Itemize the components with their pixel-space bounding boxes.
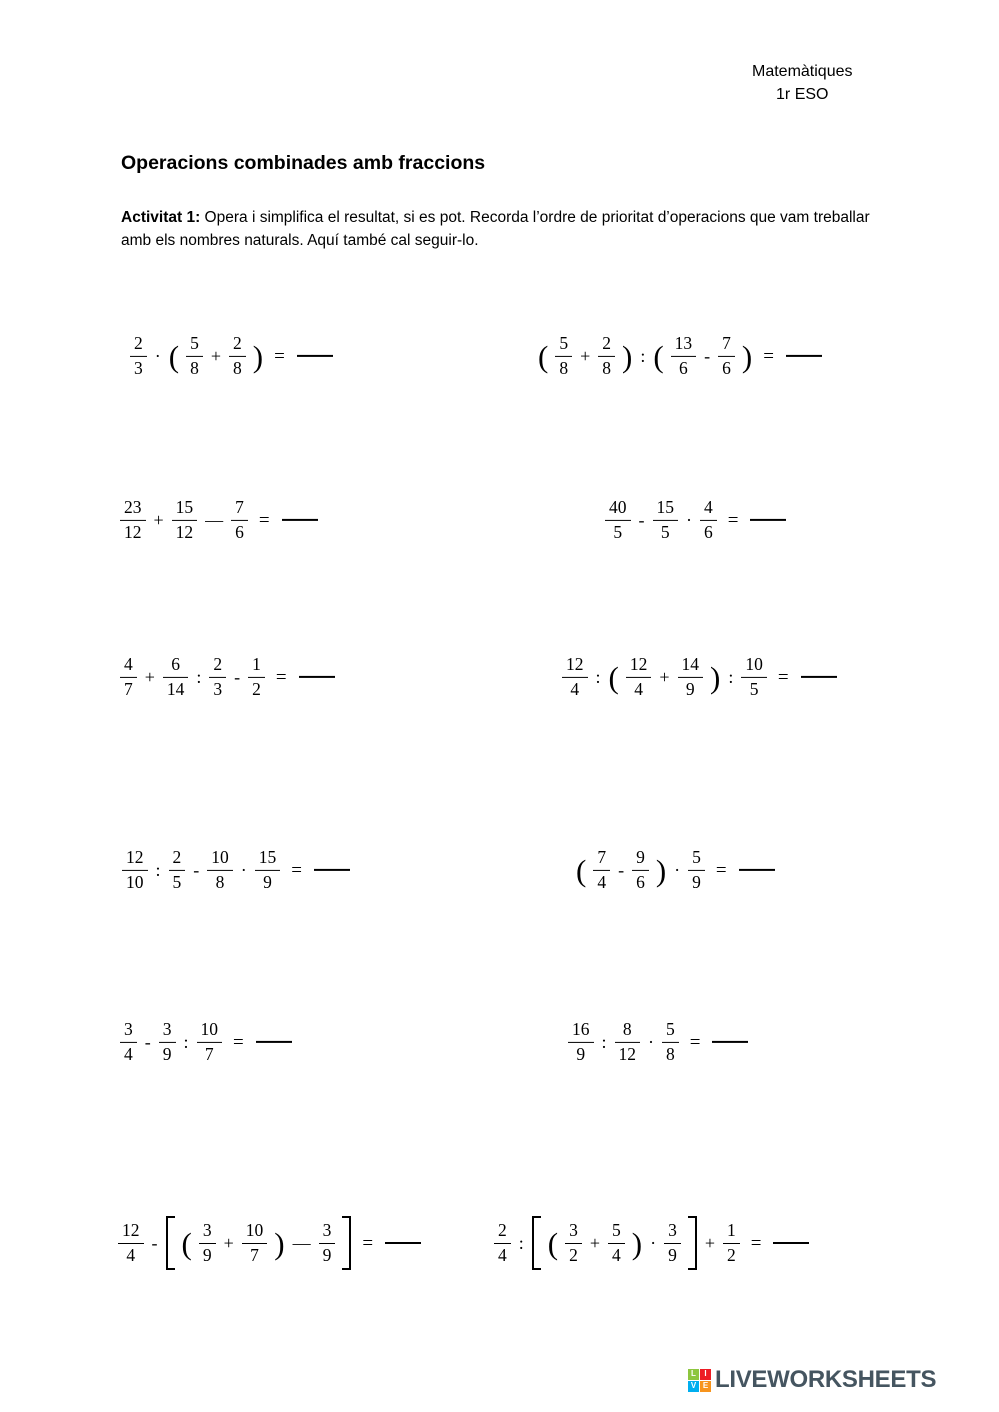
fraction: [255, 848, 281, 892]
denominator: 6: [231, 520, 248, 543]
exercise-expression: [120, 1020, 292, 1064]
denominator: 12: [120, 520, 146, 543]
denominator: 7: [197, 1042, 223, 1065]
operator-minus: -: [618, 860, 625, 880]
fraction: [568, 1020, 594, 1064]
equals-sign: =: [750, 1232, 762, 1254]
denominator: 10: [122, 870, 148, 893]
denominator: 9: [255, 870, 281, 893]
fraction: [565, 1221, 582, 1265]
numerator: 2: [134, 332, 143, 353]
denominator: 12: [615, 1042, 641, 1065]
fraction: [186, 334, 203, 378]
logo-letter-l: L: [688, 1369, 699, 1380]
course-name: Matemàtiques: [752, 63, 853, 80]
operator-plus: +: [580, 346, 591, 366]
fraction: [615, 1020, 641, 1064]
numerator: 15: [258, 846, 277, 867]
fraction: [741, 655, 767, 699]
operator-minus: -: [638, 510, 645, 530]
numerator: 2: [498, 1219, 507, 1240]
numerator: 5: [559, 332, 569, 353]
open-paren: (: [547, 1225, 559, 1261]
fraction: [593, 848, 610, 892]
equals-sign: =: [291, 859, 302, 881]
operator-plus: +: [144, 667, 155, 687]
operator-times: ·: [648, 1032, 655, 1052]
course-level: 1r ESO: [776, 86, 829, 103]
close-bracket: [342, 1216, 351, 1270]
numerator: 8: [622, 1018, 632, 1039]
operator-times: ·: [674, 860, 681, 880]
denominator: 2: [723, 1243, 740, 1266]
numerator: 10: [745, 653, 763, 674]
answer-blank[interactable]: [786, 355, 822, 357]
numerator: 1: [252, 653, 261, 674]
exercise-expression: [538, 334, 822, 378]
denominator: 2: [565, 1243, 582, 1266]
exercise-expression: [130, 334, 333, 378]
equals-sign: =: [689, 1031, 701, 1053]
denominator: 4: [118, 1243, 144, 1266]
activity-text: Opera i simplifica el resultat, si es pot. Recorda l’ordre de prioritat d’operacions que vam treballar amb els nombres naturals. Aquí també cal seguir-lo.: [121, 209, 870, 249]
fraction: [319, 1221, 336, 1265]
fraction: [598, 334, 615, 378]
denominator: 2: [248, 677, 265, 700]
exercise-expression: [118, 1216, 421, 1270]
denominator: 9: [678, 677, 704, 700]
numerator: 3: [322, 1219, 332, 1240]
operator-minus: —: [205, 510, 224, 530]
equals-sign: =: [258, 509, 270, 531]
fraction: [723, 1221, 740, 1265]
fraction: [130, 334, 147, 378]
open-bracket: [532, 1216, 541, 1270]
fraction: [120, 1020, 137, 1064]
operator-plus: +: [704, 1233, 715, 1253]
exercise-expression: [576, 848, 775, 892]
exercise-expression: [122, 848, 350, 892]
page-title: Operacions combinades amb fraccions: [121, 152, 486, 174]
numerator: 12: [126, 846, 144, 867]
equals-sign: =: [274, 345, 285, 367]
numerator: 3: [202, 1219, 212, 1240]
denominator: 9: [688, 870, 705, 893]
close-bracket: [688, 1216, 697, 1270]
close-paren: ): [631, 1225, 643, 1261]
liveworksheets-brand: LIVEWORKSHEETS: [715, 1366, 937, 1393]
fraction: [120, 498, 146, 542]
fraction: [632, 848, 649, 892]
numerator: 3: [162, 1018, 172, 1039]
numerator: 4: [124, 653, 133, 674]
numerator: 2: [172, 846, 182, 867]
fraction: [626, 655, 652, 699]
liveworksheets-logo-icon: [688, 1369, 711, 1392]
fraction: [163, 655, 189, 699]
numerator: 3: [569, 1219, 578, 1240]
answer-blank[interactable]: [282, 519, 318, 521]
denominator: 9: [159, 1042, 176, 1065]
denominator: 4: [626, 677, 652, 700]
denominator: 4: [608, 1243, 625, 1266]
answer-blank[interactable]: [739, 869, 775, 871]
numerator: 16: [572, 1018, 590, 1039]
fraction: [662, 1020, 679, 1064]
fraction: [664, 1221, 681, 1265]
answer-blank[interactable]: [712, 1041, 748, 1043]
denominator: 8: [229, 356, 246, 379]
numerator: 12: [566, 653, 584, 674]
open-paren: (: [653, 338, 664, 374]
denominator: 14: [163, 677, 189, 700]
operator-minus: -: [704, 346, 711, 366]
denominator: 5: [605, 520, 631, 543]
fraction: [229, 334, 246, 378]
denominator: 8: [555, 356, 572, 379]
denominator: 8: [207, 870, 233, 893]
close-paren: ): [741, 338, 753, 374]
close-paren: ): [274, 1225, 285, 1261]
fraction: [197, 1020, 223, 1064]
numerator: 10: [245, 1219, 264, 1240]
logo-letter-e: E: [700, 1381, 711, 1392]
operator-minus: -: [234, 667, 241, 687]
liveworksheets-footer: [688, 1366, 936, 1394]
exercise-expression: [120, 655, 335, 699]
close-paren: ): [621, 338, 633, 374]
open-paren: (: [181, 1225, 192, 1261]
activity-instructions: [121, 206, 893, 252]
operator-minus: -: [193, 860, 200, 880]
answer-blank[interactable]: [256, 1041, 292, 1043]
operator-times: ·: [686, 510, 692, 530]
operator-plus: +: [210, 346, 221, 366]
fraction: [678, 655, 704, 699]
fraction: [608, 1221, 625, 1265]
open-bracket: [166, 1216, 175, 1270]
fraction: [688, 848, 705, 892]
answer-blank[interactable]: [314, 869, 350, 871]
denominator: 4: [120, 1042, 137, 1065]
denominator: 3: [209, 677, 226, 700]
denominator: 8: [598, 356, 615, 379]
operator-plus: +: [589, 1233, 600, 1253]
operator-divide: :: [640, 346, 646, 366]
equals-sign: =: [727, 509, 739, 531]
equals-sign: =: [715, 859, 727, 881]
answer-blank[interactable]: [297, 355, 333, 357]
numerator: 9: [636, 846, 645, 867]
fraction: [122, 848, 148, 892]
denominator: 7: [120, 677, 137, 700]
logo-letter-v: V: [688, 1381, 699, 1392]
denominator: 8: [662, 1042, 679, 1065]
numerator: 10: [211, 846, 229, 867]
fraction: [159, 1020, 176, 1064]
denominator: 5: [741, 677, 767, 700]
denominator: 9: [319, 1243, 336, 1266]
numerator: 7: [235, 496, 244, 517]
operator-divide: :: [518, 1233, 524, 1253]
numerator: 2: [232, 332, 242, 353]
numerator: 10: [200, 1018, 219, 1039]
numerator: 23: [124, 496, 142, 517]
denominator: 6: [718, 356, 735, 379]
denominator: 3: [130, 356, 147, 379]
open-paren: (: [576, 852, 587, 888]
numerator: 5: [692, 846, 701, 867]
equals-sign: =: [763, 345, 774, 367]
operator-times: ·: [240, 860, 247, 880]
activity-label: Activitat 1:: [121, 209, 201, 226]
fraction: [199, 1221, 216, 1265]
denominator: 4: [593, 870, 610, 893]
operator-divide: :: [155, 860, 161, 880]
fraction: [248, 655, 265, 699]
numerator: 5: [190, 332, 199, 353]
denominator: 6: [632, 870, 649, 893]
course-header: [752, 60, 853, 106]
fraction: [242, 1221, 268, 1265]
logo-letter-i: I: [700, 1369, 711, 1380]
fraction: [494, 1221, 511, 1265]
fraction: [169, 848, 186, 892]
fraction: [231, 498, 248, 542]
equals-sign: =: [275, 666, 287, 688]
denominator: 4: [494, 1243, 511, 1266]
fraction: [671, 334, 697, 378]
operator-divide: :: [601, 1032, 607, 1052]
numerator: 5: [666, 1018, 675, 1039]
fraction: [172, 498, 198, 542]
fraction: [207, 848, 233, 892]
numerator: 13: [674, 332, 693, 353]
denominator: 4: [562, 677, 588, 700]
denominator: 5: [169, 870, 186, 893]
numerator: 40: [609, 496, 627, 517]
fraction: [118, 1221, 144, 1265]
equals-sign: =: [777, 666, 789, 688]
numerator: 12: [122, 1219, 140, 1240]
numerator: 3: [124, 1018, 133, 1039]
numerator: 7: [597, 846, 607, 867]
exercise-expression: [605, 498, 786, 542]
denominator: 8: [186, 356, 203, 379]
exercise-expression: [562, 655, 837, 699]
numerator: 6: [171, 653, 181, 674]
answer-blank[interactable]: [773, 1242, 809, 1244]
numerator: 1: [726, 1219, 736, 1240]
exercise-expression: [568, 1020, 748, 1064]
fraction: [605, 498, 631, 542]
equals-sign: =: [362, 1232, 374, 1254]
operator-divide: :: [196, 667, 202, 687]
fraction: [700, 498, 717, 542]
operator-minus: —: [292, 1233, 311, 1253]
answer-blank[interactable]: [385, 1242, 421, 1244]
operator-plus: +: [659, 667, 670, 687]
fraction: [653, 498, 679, 542]
denominator: 9: [568, 1042, 594, 1065]
fraction: [718, 334, 735, 378]
numerator: 2: [213, 653, 223, 674]
operator-divide: :: [595, 667, 601, 687]
operator-divide: :: [183, 1032, 189, 1052]
answer-blank[interactable]: [299, 676, 335, 678]
denominator: 9: [664, 1243, 681, 1266]
close-paren: ): [252, 338, 264, 374]
numerator: 15: [656, 496, 674, 517]
exercise-expression: [120, 498, 318, 542]
close-paren: ): [655, 852, 667, 888]
numerator: 7: [722, 332, 731, 353]
operator-times: ·: [650, 1233, 657, 1253]
operator-minus: -: [151, 1233, 158, 1253]
numerator: 15: [175, 496, 194, 517]
numerator: 14: [681, 653, 699, 674]
operator-times: ·: [154, 346, 161, 366]
open-paren: (: [608, 659, 619, 695]
numerator: 2: [602, 332, 611, 353]
numerator: 3: [668, 1219, 677, 1240]
denominator: 9: [199, 1243, 216, 1266]
denominator: 12: [172, 520, 198, 543]
denominator: 6: [671, 356, 697, 379]
close-paren: ): [710, 659, 721, 695]
denominator: 7: [242, 1243, 268, 1266]
equals-sign: =: [233, 1031, 244, 1053]
numerator: 12: [629, 653, 648, 674]
fraction: [209, 655, 226, 699]
answer-blank[interactable]: [801, 676, 837, 678]
numerator: 4: [704, 496, 713, 517]
denominator: 6: [700, 520, 717, 543]
open-paren: (: [538, 338, 549, 374]
operator-plus: +: [223, 1233, 234, 1253]
answer-blank[interactable]: [750, 519, 786, 521]
denominator: 5: [653, 520, 679, 543]
fraction: [562, 655, 588, 699]
operator-minus: -: [144, 1032, 151, 1052]
fraction: [120, 655, 137, 699]
open-paren: (: [168, 338, 180, 374]
fraction: [555, 334, 572, 378]
exercise-expression: [494, 1216, 809, 1270]
operator-divide: :: [728, 667, 734, 687]
operator-plus: +: [153, 510, 164, 530]
numerator: 5: [612, 1219, 621, 1240]
